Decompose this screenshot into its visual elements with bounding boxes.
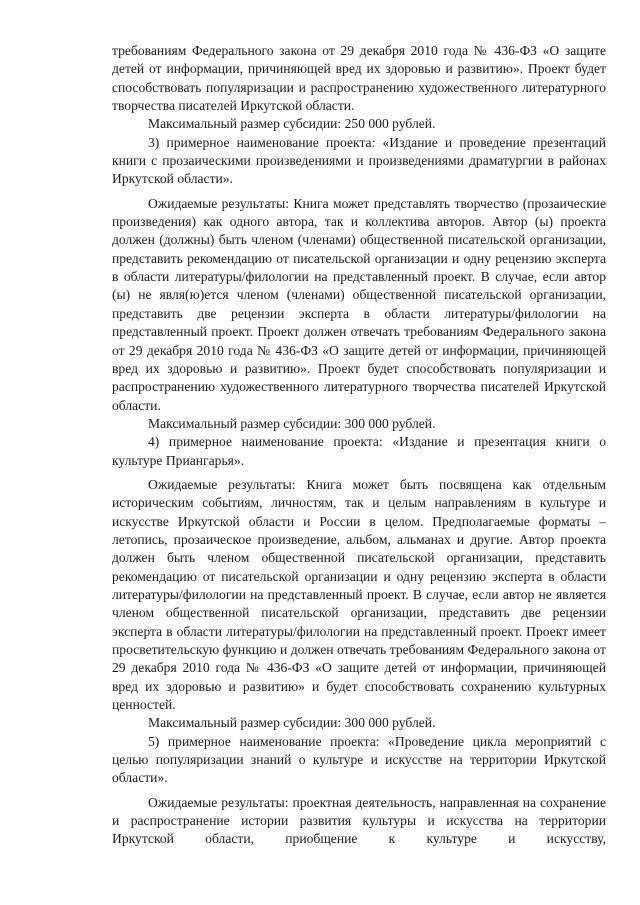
paragraph-project-4-title: 4) примерное наименование проекта: «Издание и презентация книги о культуре Приангарья». bbox=[112, 434, 606, 468]
paragraph-project-3-results: Ожидаемые результаты: Книга может представлять творчество (прозаические произведения) как одного автора, так и коллектива авторов. Автор (ы) проекта должен (должны) быть членом (членами) общественной писательской организации, представить рекомендацию от писательской организации и одну рецензию эксперта в области литературы/филологии на представленный проект. В случае, если автор (ы) не явля(ю)ется членом (членами) общественной писательской организации, представить две рецензии эксперта в области литературы/филологии на представленный проект. Проект должен отвечать требованиям Федерального закона от 29 декабря 2010 года № 436-ФЗ «О защите детей от информации, причиняющей вред их здоровью и развитию». Проект будет способствовать популяризации и распространению художественного литературного творчества писателей Иркутской области. bbox=[112, 195, 606, 413]
paragraph-max-subsidy-300000-a: Максимальный размер субсидии: 300 000 рублей. bbox=[148, 415, 436, 431]
paragraph-max-subsidy-300000-b: Максимальный размер субсидии: 300 000 рублей. bbox=[148, 715, 436, 731]
paragraph-project-3-title: 3) примерное наименование проекта: «Издание и проведение презентаций книги с прозаическими произведениями и произведениями драматургии в районах Иркутской области». bbox=[112, 134, 606, 187]
paragraph-project-4-results: Ожидаемые результаты: Книга может быть посвящена как отдельным историческим событиям, личностям, так и целым направлениям в культуре и искусстве Иркутской области и России в целом. Предполагаемые форматы – летопись, прозаическое произведение, альбом, альманах и другие. Автор проекта должен быть членом общественной писательской организации, представить рекомендацию от писательской организации и одну рецензию эксперта в области литературы/филологии на представленный проект. В случае, если автор не является членом общественной писательской организации, представить две рецензии эксперта в области литературы/филологии на представленный проект. Проект имеет просветительскую функцию и должен отвечать требованиям Федерального закона от 29 декабря 2010 года № 436-ФЗ «О защите детей от информации, причиняющей вред их здоровью и развитию» и будет способствовать сохранению культурных ценностей. bbox=[112, 476, 606, 713]
paragraph-436fz-continuation: требованиям Федерального закона от 29 декабря 2010 года № 436-ФЗ «О защите детей от информации, причиняющей вред их здоровью и развитию». Проект будет способствовать популяризации и распространению художественного литературного творчества писателей Иркутской области. bbox=[112, 43, 606, 114]
paragraph-project-5-results: Ожидаемые результаты: проектная деятельность, направленная на сохранение и распространение истории развития культуры и искусства на территории Иркутской области, приобщение к культуре и искусству, bbox=[112, 794, 606, 847]
paragraph-project-5-title: 5) примерное наименование проекта: «Проведение цикла мероприятий с целью популяризации знаний о культуре и искусстве на территории Иркутской области». bbox=[112, 733, 606, 786]
document-page bbox=[112, 42, 606, 849]
paragraph-max-subsidy-250000: Максимальный размер субсидии: 250 000 рублей. bbox=[148, 116, 436, 132]
